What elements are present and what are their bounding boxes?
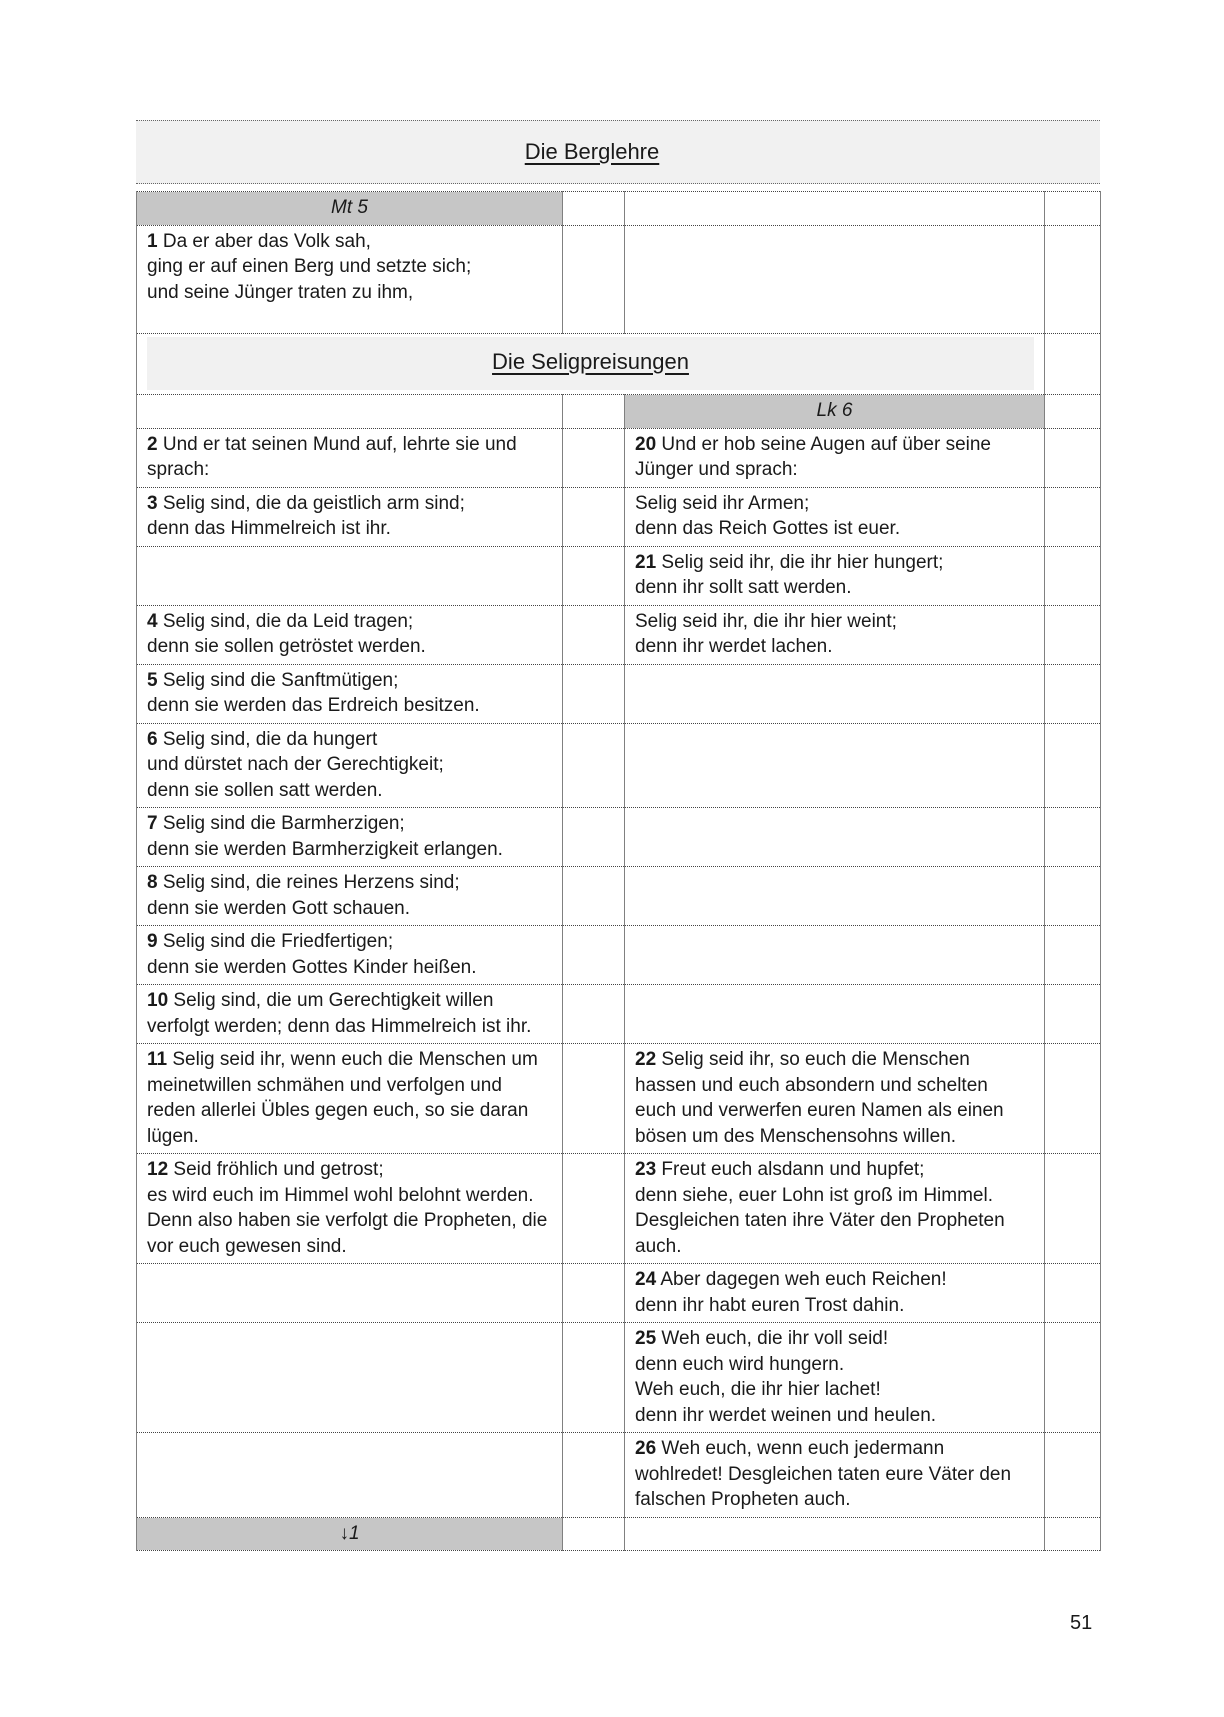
verse-text: 2 Und er tat seinen Mund auf, lehrte sie und sprach:	[147, 433, 517, 480]
table-row-verses	[137, 926, 1101, 985]
page-number: 51	[1070, 1612, 1093, 1634]
verse-number: 4	[147, 610, 158, 632]
right-gap-cell	[1045, 546, 1101, 605]
gap-cell	[563, 926, 625, 985]
verse-cell-lk	[625, 546, 1045, 605]
verse-cell-mt	[137, 487, 563, 546]
verse-cell-lk	[625, 605, 1045, 664]
right-gap-cell	[1045, 333, 1101, 395]
verse-cell-mt	[137, 546, 563, 605]
verse-text: Selig seid ihr Armen; denn das Reich Gottes ist euer.	[635, 492, 901, 539]
verse-text: 1 Da er aber das Volk sah, ging er auf einen Berg und setzte sich; und seine Jünger traten zu ihm,	[147, 230, 472, 303]
verse-cell-mt	[137, 605, 563, 664]
column-header-mt: Mt 5	[137, 192, 563, 226]
right-gap-cell	[1045, 867, 1101, 926]
verse-cell-lk	[625, 1154, 1045, 1264]
verse-cell-lk	[625, 664, 1045, 723]
verse-cell-lk	[625, 808, 1045, 867]
verse-text: 10 Selig sind, die um Gerechtigkeit willen verfolgt werden; denn das Himmelreich ist ihr.	[147, 990, 532, 1037]
right-gap-cell	[1045, 192, 1101, 226]
table-row-verses	[137, 225, 1101, 333]
verse-cell-mt	[137, 1044, 563, 1154]
verse-cell-mt	[137, 428, 563, 487]
verse-cell-mt	[137, 808, 563, 867]
gap-cell	[563, 1323, 625, 1433]
verse-text: 21 Selig seid ihr, die ihr hier hungert; denn ihr sollt satt werden.	[635, 551, 944, 598]
verse-cell-mt	[137, 664, 563, 723]
verse-text: 7 Selig sind die Barmherzigen; denn sie werden Barmherzigkeit erlangen.	[147, 813, 503, 860]
verse-cell-lk	[625, 225, 1045, 333]
verse-cell-mt	[137, 1154, 563, 1264]
table-row-verses	[137, 1264, 1101, 1323]
verse-text: 26 Weh euch, wenn euch jedermann wohlredet! Desgleichen taten eure Väter den falschen Propheten auch.	[635, 1438, 1012, 1510]
gap-cell	[563, 1264, 625, 1323]
right-gap-cell	[1045, 428, 1101, 487]
right-gap-cell	[1045, 225, 1101, 333]
main-title-band	[136, 120, 1100, 184]
verse-number: 20	[635, 433, 657, 455]
verse-text: 20 Und er hob seine Augen auf über seine Jünger und sprach:	[635, 433, 991, 480]
gap-cell	[563, 1433, 625, 1518]
verse-number: 6	[147, 728, 158, 750]
right-gap-cell	[1045, 1044, 1101, 1154]
table-row-section	[137, 333, 1101, 395]
verse-text: 4 Selig sind, die da Leid tragen; denn sie sollen getröstet werden.	[147, 610, 426, 657]
column-header-mt	[137, 395, 563, 429]
gap-cell	[563, 395, 625, 429]
verse-text: 3 Selig sind, die da geistlich arm sind; denn das Himmelreich ist ihr.	[147, 492, 465, 539]
verse-number: 26	[635, 1438, 657, 1459]
verse-number: 1	[147, 230, 158, 252]
right-gap-cell	[1045, 1433, 1101, 1518]
table-row-verses	[137, 1154, 1101, 1264]
right-gap-cell	[1045, 487, 1101, 546]
verse-number: 12	[147, 1159, 169, 1180]
verse-number: 22	[635, 1049, 657, 1070]
verse-cell-mt	[137, 1433, 563, 1518]
verse-text: 8 Selig sind, die reines Herzens sind; denn sie werden Gott schauen.	[147, 872, 460, 919]
verse-cell-lk	[625, 985, 1045, 1044]
column-header-lk: Lk 6	[625, 395, 1045, 429]
gap-cell	[563, 1044, 625, 1154]
verse-number: 9	[147, 931, 158, 952]
verse-text: 5 Selig sind die Sanftmütigen; denn sie werden das Erdreich besitzen.	[147, 669, 480, 716]
right-gap-cell	[1045, 664, 1101, 723]
gap-cell	[563, 487, 625, 546]
verse-cell-mt	[137, 926, 563, 985]
verse-cell-mt	[137, 1323, 563, 1433]
right-gap-cell	[1045, 1154, 1101, 1264]
verse-text: 25 Weh euch, die ihr voll seid! denn euch wird hungern. Weh euch, die ihr hier lachet! denn ihr werdet weinen und heulen.	[635, 1328, 937, 1426]
table-row-verses	[137, 1044, 1101, 1154]
verse-number: 21	[635, 551, 657, 573]
column-header-lk	[625, 192, 1045, 226]
table-row-verses	[137, 605, 1101, 664]
verse-number: 25	[635, 1328, 657, 1349]
table-row-verses	[137, 664, 1101, 723]
verse-number: 7	[147, 813, 158, 834]
right-gap-cell	[1045, 808, 1101, 867]
main-title: Die Berglehre	[524, 139, 660, 164]
gospel-synopsis-table	[136, 191, 1101, 1551]
table-row-verses	[137, 487, 1101, 546]
verse-number: 3	[147, 492, 158, 514]
empty-cell	[1045, 1517, 1101, 1551]
verse-number: 2	[147, 433, 158, 455]
table-row-col-header	[137, 192, 1101, 226]
verse-number: 10	[147, 990, 169, 1011]
gap-cell	[563, 546, 625, 605]
table-row-verses	[137, 1323, 1101, 1433]
verse-text: 12 Seid fröhlich und getrost; es wird euch im Himmel wohl belohnt werden. Denn also haben sie verfolgt die Propheten, die vor euch gewesen sind.	[147, 1159, 548, 1257]
right-gap-cell	[1045, 605, 1101, 664]
gap-cell	[563, 605, 625, 664]
table-row-verses	[137, 985, 1101, 1044]
verse-number: 8	[147, 872, 158, 893]
gap-cell	[563, 808, 625, 867]
empty-cell	[625, 1517, 1045, 1551]
section-title-cell	[137, 333, 1045, 395]
gap-cell	[563, 867, 625, 926]
gap-cell	[563, 225, 625, 333]
verse-text: 22 Selig seid ihr, so euch die Menschen hassen und euch absondern und schelten euch und verwerfen euren Namen als einen bösen um des Menschensohns willen.	[635, 1049, 1004, 1147]
verse-text: 23 Freut euch alsdann und hupfet; denn siehe, euer Lohn ist groß im Himmel. Desgleichen taten ihre Väter den Propheten auch.	[635, 1159, 1005, 1257]
verse-text: 6 Selig sind, die da hungert und dürstet nach der Gerechtigkeit; denn sie sollen satt werden.	[147, 728, 444, 801]
empty-cell	[563, 1517, 625, 1551]
verse-cell-mt	[137, 867, 563, 926]
table-row-verses	[137, 723, 1101, 808]
gap-cell	[563, 723, 625, 808]
table-row-verses	[137, 546, 1101, 605]
continuation-note-cell: ↓1	[137, 1517, 563, 1551]
verse-cell-lk	[625, 487, 1045, 546]
gap-cell	[563, 664, 625, 723]
verse-cell-lk	[625, 1323, 1045, 1433]
right-gap-cell	[1045, 985, 1101, 1044]
section-title-band	[147, 337, 1034, 391]
verse-number: 24	[635, 1269, 657, 1290]
verse-cell-lk	[625, 867, 1045, 926]
verse-cell-lk	[625, 723, 1045, 808]
verse-cell-mt	[137, 1264, 563, 1323]
table-row-verses	[137, 867, 1101, 926]
table-row-footer	[137, 1517, 1101, 1551]
section-title: Die Seligpreisungen	[492, 348, 689, 374]
verse-number: 5	[147, 669, 158, 691]
verse-number: 11	[147, 1049, 168, 1070]
table-row-verses	[137, 428, 1101, 487]
verse-cell-mt	[137, 985, 563, 1044]
verse-cell-mt	[137, 723, 563, 808]
verse-cell-lk	[625, 1433, 1045, 1518]
table-row-verses	[137, 1433, 1101, 1518]
verse-text: Selig seid ihr, die ihr hier weint; denn ihr werdet lachen.	[635, 610, 897, 657]
table-row-col-header	[137, 395, 1101, 429]
verse-text: 24 Aber dagegen weh euch Reichen! denn ihr habt euren Trost dahin.	[635, 1269, 947, 1316]
table-row-verses	[137, 808, 1101, 867]
right-gap-cell	[1045, 395, 1101, 429]
verse-cell-lk	[625, 1044, 1045, 1154]
gap-cell	[563, 428, 625, 487]
right-gap-cell	[1045, 926, 1101, 985]
verse-cell-lk	[625, 428, 1045, 487]
document-page	[136, 120, 1100, 1551]
right-gap-cell	[1045, 1323, 1101, 1433]
right-gap-cell	[1045, 1264, 1101, 1323]
verse-cell-mt	[137, 225, 563, 333]
synopsis-table-body	[137, 192, 1101, 1551]
verse-text: 11 Selig seid ihr, wenn euch die Menschen um meinetwillen schmähen und verfolgen und reden allerlei Übles gegen euch, so sie daran lügen.	[147, 1049, 538, 1147]
right-gap-cell	[1045, 723, 1101, 808]
verse-cell-lk	[625, 1264, 1045, 1323]
verse-cell-lk	[625, 926, 1045, 985]
gap-cell	[563, 192, 625, 226]
verse-text: 9 Selig sind die Friedfertigen; denn sie werden Gottes Kinder heißen.	[147, 931, 477, 978]
gap-cell	[563, 985, 625, 1044]
verse-number: 23	[635, 1159, 657, 1180]
gap-cell	[563, 1154, 625, 1264]
